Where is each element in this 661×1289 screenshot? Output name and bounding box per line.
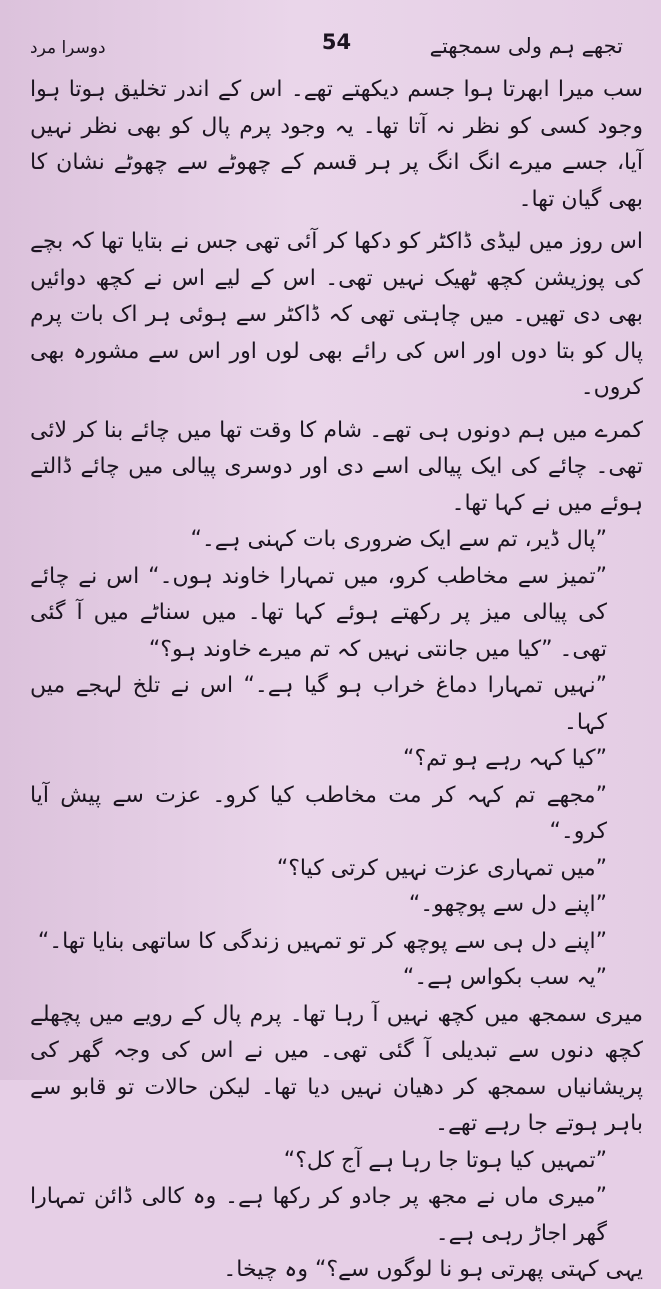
running-title: تجھے ہم ولی سمجھتے <box>429 34 623 58</box>
dialogue-continuation: یہی کہتی پھرتی ہو نا لوگوں سے؟“ وہ چیخا۔ <box>223 1257 643 1282</box>
dialogue-line: ”میری ماں نے مجھ پر جادو کر رکھا ہے۔ وہ کالی ڈائن تمہارا گھر اجاڑ رہی ہے۔ <box>30 1184 607 1246</box>
dialogue-line: ”یہ سب بکواس ہے۔“ <box>402 965 607 990</box>
dialogue-line: ”نہیں تمہارا دماغ خراب ہو گیا ہے۔“ اس نے تلخ لہجے میں کہا۔ <box>30 673 607 735</box>
dialogue-line: ”پال ڈیر، تم سے ایک ضروری بات کہنی ہے۔“ <box>190 527 607 552</box>
page-body <box>30 72 643 1289</box>
paragraph-narration: میری سمجھ میں کچھ نہیں آ رہا تھا۔ پرم پال کے رویے میں پچھلے کچھ دنوں سے تبدیلی آ گئی تھی۔ میں نے اس کی وجہ گھر کی پریشانیاں سمجھ کر دھیان نہیں دیا تھا۔ لیکن حالات تو قابو سے باہر ہوتے جا رہے تھے۔ <box>30 1001 643 1136</box>
dialogue-line: ”کیا کہہ رہے ہو تم؟“ <box>403 746 607 771</box>
dialogue-line: ”میں تمہاری عزت نہیں کرتی کیا؟“ <box>276 855 607 881</box>
dialogue-line: ”تمیز سے مخاطب کرو، میں تمہارا خاوند ہوں۔“ اس نے چائے کی پیالی میز پر رکھتے ہوئے کہا تھا۔ میں سناٹے میں آ گئی تھی۔ ”کیا میں جانتی نہیں کہ تم میرے خاوند ہو؟“ <box>30 563 607 662</box>
paragraph-2: اس روز میں لیڈی ڈاکٹر کو دکھا کر آئی تھی جس نے بتایا تھا کہ بچے کی پوزیشن کچھ ٹھیک نہیں تھی۔ اس کے لیے اس نے کچھ دوائیں بھی دی تھیں۔ میں چاہتی تھی کہ ڈاکٹر سے ہوئی ہر اک بات پرم پال کو بتا دوں اور اس کی رائے بھی لوں اور اس سے مشورہ بھی کروں۔ <box>30 229 643 400</box>
dialogue-line: ”تمہیں کیا ہوتا جا رہا ہے آج کل؟“ <box>283 1147 607 1173</box>
dialogue-line: ”اپنے دل سے پوچھو۔“ <box>408 892 607 917</box>
page-number: 54 <box>321 30 352 54</box>
paragraph-1: سب میرا ابھرتا ہوا جسم دیکھتے تھے۔ اس کے اندر تخلیق ہوتا ہوا وجود کسی کو نظر نہ آتا تھا۔ یہ وجود پرم پال کو بھی نظر نہیں آیا، جسے میرے انگ انگ پر ہر قسم کے چھوٹے سے چھوٹے نشان کا بھی گیان تھا۔ <box>30 77 643 212</box>
section-label: دوسرا مرد <box>30 38 106 58</box>
paragraph-3: کمرے میں ہم دونوں ہی تھے۔ شام کا وقت تھا میں چائے بنا کر لائی تھی۔ چائے کی ایک پیالی اسے دی اور دوسری پیالی میں چائے ڈالتے ہوئے میں نے کہا تھا۔ <box>30 417 643 516</box>
dialogue-line: ”مجھے تم کہہ کر مت مخاطب کیا کرو۔ عزت سے پیش آیا کرو۔“ <box>30 782 607 844</box>
dialogue-line: ”اپنے دل ہی سے پوچھ کر تو تمہیں زندگی کا ساتھی بنایا تھا۔“ <box>37 928 607 954</box>
page-header <box>30 30 643 72</box>
